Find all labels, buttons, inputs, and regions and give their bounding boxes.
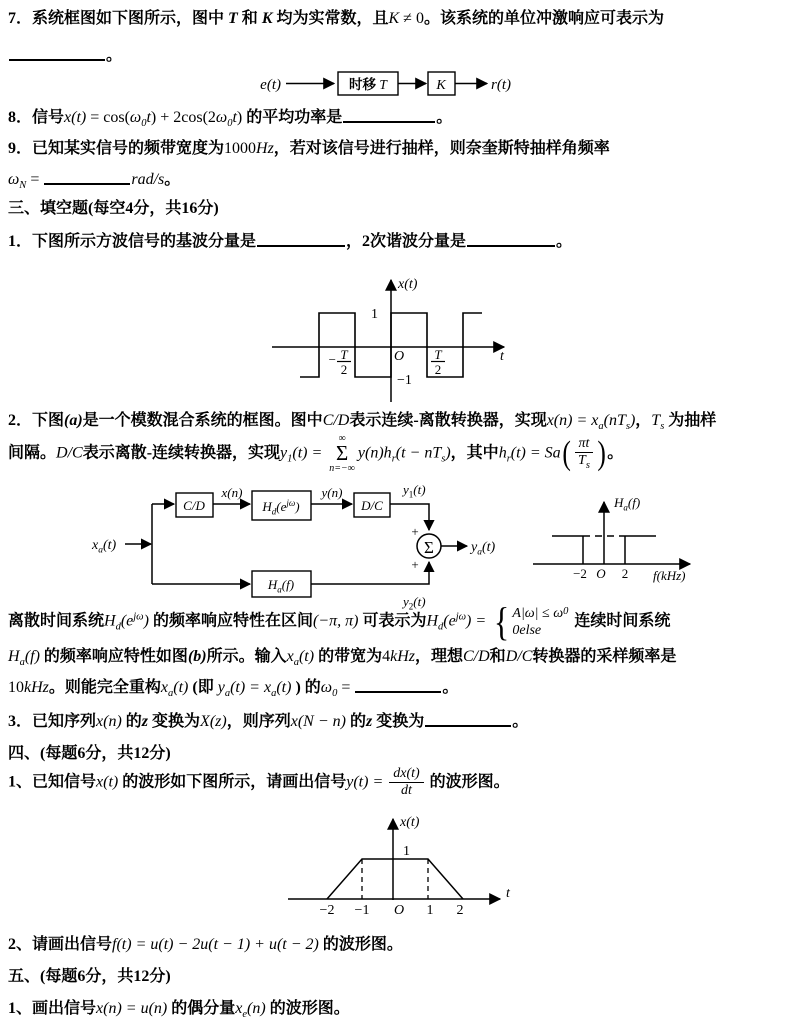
signal-yn-label: y(n) <box>321 485 343 500</box>
line-y1-to-sum <box>390 504 429 530</box>
section3-item-3: 3．已知序列x(n) 的z 变换为X(z)，则序列x(N − n) 的z 变换为 。 <box>8 710 528 733</box>
section4-item-1: 1、已知信号x(t) 的波形如下图所示，请画出信号y(t) = $\frac{dx(t)}{dt}$ 的波形图。 <box>8 766 510 799</box>
input-signal-label: $x_a(t)$ <box>92 538 117 556</box>
tick-neg-2: −2 <box>573 566 587 581</box>
neg-half-period-minus: − <box>328 352 336 367</box>
hd-filter-label: $H_d(e^{j\omega})$ <box>262 498 300 517</box>
plus-sign-bottom: + <box>411 557 419 572</box>
delay-system-figure <box>245 62 555 106</box>
dc-converter-label: D/C <box>361 498 383 513</box>
cd-converter-label: C/D <box>183 498 205 513</box>
origin-label: O <box>393 903 405 918</box>
section3-item-2-line-4: $H_a(f)$ 的频率响应特性如图(b)所示。输入$x_a(t)$ 的带宽为4kHz，理想C/D和D/C转换器的采样频率是 <box>8 648 677 668</box>
section3-item-2-line-5: 10kHz。则能完全重构$x_a(t)$ (即 $y_a(t) = x_a(t)$ ) 的$\omega_0$ = 。 <box>8 676 458 705</box>
tick-neg-1: −1 <box>354 903 370 918</box>
tick-neg-2: −2 <box>319 903 335 918</box>
square-waveform <box>300 313 482 377</box>
section-3-heading: 三、填空题(每空4分，共16分) <box>8 200 219 217</box>
trapezoid-waveform <box>327 859 463 899</box>
plus-sign-top: + <box>411 524 419 539</box>
ha-filter-label: $H_a(f)$ <box>267 577 295 595</box>
square-wave-figure <box>258 260 518 410</box>
level-one-label: 1 <box>403 844 410 859</box>
signal-y2-label: $y_2(t)$ <box>403 594 426 612</box>
tick-pos-1: 1 <box>426 903 434 918</box>
section3-item-2-line-3: 离散时间系统$H_d(e^{j\omega})$ 的频率响应特性在区间(−π, π) 可表示为$H_d(e^{j\omega})$ = { A |ω| ≤ ω 0 0 else 连续时间系统 <box>8 599 671 644</box>
x-axis-label: t <box>500 349 504 364</box>
y-axis-label: x(t) <box>400 815 420 830</box>
gain-box-label: K <box>436 78 446 93</box>
level-plus-one: 1 <box>371 307 378 322</box>
item-9-answer-line: $\omega_N = rad/s$。 <box>8 168 180 197</box>
item-8-text: 8．信号$x(t) = \cos(\omega_0t) + 2\cos(2\omega_0t)$ 的平均功率是 。 <box>8 106 452 135</box>
hybrid-system-figure <box>85 480 505 612</box>
origin-label: O <box>596 566 606 581</box>
pos-half-period-num: T <box>434 347 442 362</box>
time-shift-box-label: 时移 T <box>349 77 387 92</box>
input-signal-label: e(t) <box>260 77 281 93</box>
sigma-symbol: Σ <box>424 538 434 557</box>
section3-item-2-line-2: 间隔。D/C表示离散-连续转换器，实现$y_1(t)$ = ∞ Σ n=−∞ $y(n)h_r(t - nT_s)$，其中$h_r(t) = Sa$ ( $\frac{\pi t}{T_s}$ ) 。 <box>8 433 624 474</box>
neg-half-period-den: 2 <box>340 362 348 377</box>
item-7-text: 7．系统框图如下图所示，图中 T 和 K 均为实常数，且K ≠ 0。该系统的单位冲激响应可表示为 <box>8 10 664 27</box>
x-axis-label: f(kHz) <box>653 568 686 583</box>
y-axis-label: x(t) <box>398 277 418 292</box>
tick-pos-2: 2 <box>456 903 464 918</box>
item-9-text: 9．已知某实信号的频带宽度为1000Hz，若对该信号进行抽样，则奈奎斯特抽样角频率 <box>8 140 610 157</box>
neg-half-period-num: T <box>340 347 348 362</box>
signal-y1-label: $y_1(t)$ <box>403 482 426 500</box>
section5-item-1: 1、画出信号x(n) = u(n) 的偶分量$x_e(n)$ 的波形图。 <box>8 1000 350 1020</box>
output-signal-label: r(t) <box>491 77 511 93</box>
ha-frequency-response-figure <box>530 488 700 588</box>
level-minus-one: −1 <box>397 373 412 388</box>
pos-half-period-den: 2 <box>434 362 442 377</box>
trapezoid-waveform-figure <box>275 810 525 930</box>
signal-xn-label: x(n) <box>221 485 243 500</box>
y-axis-label: $H_a(f)$ <box>614 495 641 513</box>
section-5-heading: 五、(每题6分，共12分) <box>8 968 171 985</box>
section3-item-1: 1．下图所示方波信号的基波分量是 ，2次谐波分量是 。 <box>8 230 572 253</box>
item-7-answer-blank: 。 <box>8 44 122 67</box>
section4-item-2: 2、请画出信号f(t) = u(t) − 2u(t − 1) + u(t − 2) 的波形图。 <box>8 936 403 953</box>
tick-pos-2: 2 <box>621 566 629 581</box>
section-4-heading: 四、(每题6分，共12分) <box>8 745 171 762</box>
output-signal-label: $y_a(t)$ <box>471 540 496 558</box>
origin-label: O <box>394 349 405 364</box>
x-axis-label: t <box>506 886 510 901</box>
section3-item-2-line-1: 2．下图(a)是一个模数混合系统的框图。图中C/D表示连续-离散转换器，实现$x(n) = x_a(nT_s)$，$T_s$ 为抽样 <box>8 412 717 432</box>
